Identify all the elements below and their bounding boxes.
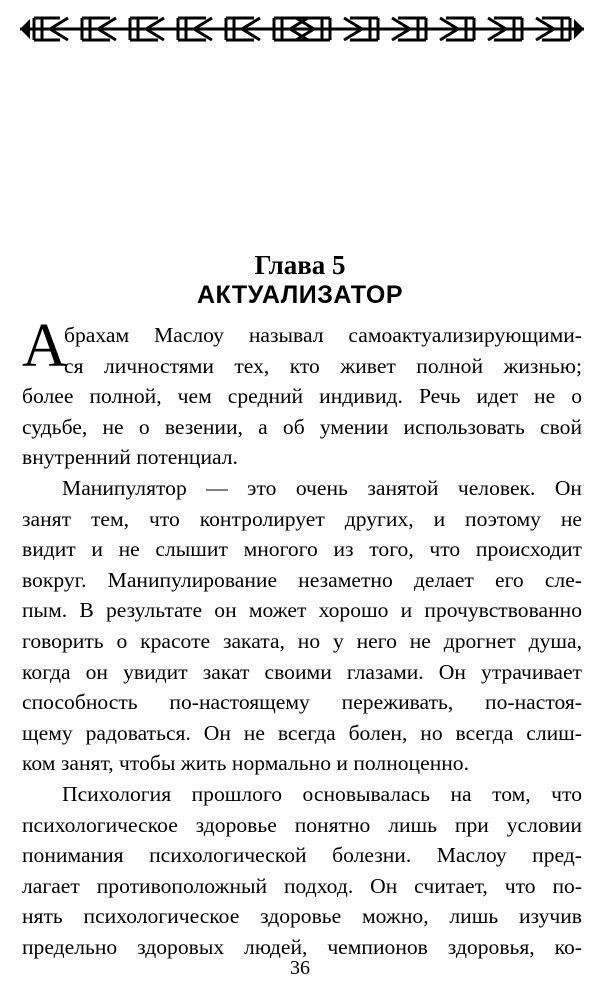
paragraph-line: брахам Маслоу называл самоактуализирующими- [64, 323, 582, 347]
chapter-number: Глава 5 [254, 250, 346, 280]
page-number: 36 [290, 957, 310, 979]
drop-cap: А [22, 312, 67, 380]
ornamental-border-icon [20, 14, 584, 44]
paragraph-line: занят тем, что контролирует других, и поэтому не [22, 506, 582, 531]
paragraph-line: внутренний потенциал. [22, 445, 238, 470]
paragraph-line: вокруг. Манипулирование незаметно делает его сле- [22, 567, 582, 592]
body-text [22, 312, 582, 962]
paragraph-line: понимания психологической болезни. Маслоу пред- [22, 843, 582, 868]
paragraph-line: видит и не слышит многого из того, что происходит [22, 537, 582, 562]
paragraph-line: более полной, чем средний индивид. Речь идет не о [22, 384, 582, 409]
paragraph-2 [22, 473, 582, 779]
chapter-title: АКТУАЛИЗАТОР [197, 281, 403, 309]
paragraph-line: лагает противоположный подход. Он считает, что по- [22, 873, 582, 898]
paragraph-line: нять психологическое здоровье можно, лишь изучив [22, 904, 582, 929]
paragraph-line: ся личностями тех, кто живет полной жизнью; [64, 353, 582, 378]
paragraph-line: говорить о красоте заката, но у него не дрогнет душа, [22, 628, 582, 653]
paragraph-line: предельно здоровых людей, чемпионов здоровья, ко- [22, 934, 582, 959]
paragraph-line: ком занят, чтобы жить нормально и полноценно. [22, 751, 470, 776]
paragraph-line: пым. В результате он может хорошо и прочувствованно [22, 598, 582, 623]
paragraph-3 [22, 779, 582, 963]
paragraph-line: судьбе, не о везении, а об умении использовать свой [22, 414, 582, 439]
paragraph-1 [22, 312, 582, 473]
paragraph-line: Манипулятор — это очень занятой человек. Он [62, 475, 582, 500]
paragraph-line: психологическое здоровье понятно лишь при условии [22, 812, 582, 837]
paragraph-line: щему радоваться. Он не всегда болен, но всегда слиш- [22, 720, 582, 745]
paragraph-line: когда он увидит закат своими глазами. Он утрачивает [22, 659, 582, 684]
paragraph-line: способность по-настоящему переживать, по-настоя- [22, 690, 582, 715]
paragraph-line: Психология прошлого основывалась на том, что [62, 781, 582, 806]
